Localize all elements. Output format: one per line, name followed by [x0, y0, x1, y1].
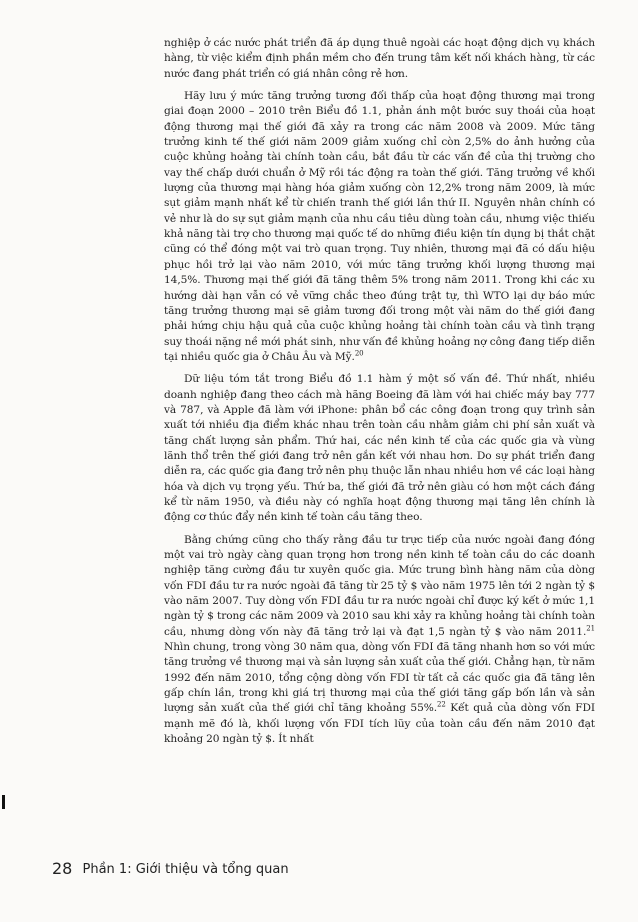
- footnote-ref-20[interactable]: 20: [354, 349, 364, 358]
- paragraph-3: [164, 372, 595, 525]
- paragraph-1: [164, 36, 595, 82]
- paragraph-text: Dữ liệu tóm tắt trong Biểu đồ 1.1 hàm ý một số vấn đề. Thứ nhất, nhiều doanh nghiệp đang theo cách mà hãng Boeing đã làm với hai chiếc máy bay 777 và 787, và Apple đã làm với iPhone: phân bổ các công đoạn trong quy trình sản xuất tới nhiều địa điểm khác nhau trên toàn cầu nhằm giảm chi phí sản xuất và tăng chất lượng sản phẩm. Thứ hai, các nền kinh tế của các quốc gia và vùng lãnh thổ trên thế giới đang trở nên gắn kết với nhau hơn. Do sự phát triển đang diễn ra, các quốc gia đang trở nên phụ thuộc lẫn nhau nhiều hơn về các loại hàng hóa và dịch vụ trọng yếu. Thứ ba, thế giới đã trở nên giàu có hơn một cách đáng kể từ năm 1950, và điều này có nghĩa hoạt động thương mại tăng lên chính là động cơ thúc đẩy nền kinh tế toàn cầu tăng theo.: [164, 373, 595, 524]
- paragraph-text: nghiệp ở các nước phát triển đã áp dụng thuê ngoài các hoạt động dịch vụ khách hàng, từ việc kiểm định phần mềm cho đến trung tâm kết nối khách hàng, từ các nước đang phát triển có giá nhân công rẻ hơn.: [164, 37, 595, 80]
- page-number: 28: [52, 859, 73, 878]
- paragraph-text-continued: Kết quả của dòng vốn FDI mạnh mẽ đó là, khối lượng vốn FDI tích lũy của toàn cầu đến năm 2010 đạt khoảng 20 ngàn tỷ $. Ít nhất: [164, 702, 595, 746]
- footnote-ref-22[interactable]: 22: [437, 700, 446, 709]
- paragraph-text-continued: Nhìn chung, trong vòng 30 năm qua, dòng vốn FDI đã tăng nhanh hơn so với mức tăng trưởng về thương mại và sản lượng sản xuất của thế giới. Chẳng hạn, từ năm 1992 đến năm 2010, tổng cộng dòng vốn FDI từ tất cả các quốc gia đã tăng lên gấp chín lần, trong khi giá trị thương mại của thế giới tăng gấp bốn lần và sản lượng sản xuất của thế giới chỉ tăng khoảng 55%.: [164, 641, 595, 715]
- paragraph-text: Hãy lưu ý mức tăng trưởng tương đối thấp của hoạt động thương mại trong giai đoạn 2000 – 2010 trên Biểu đồ 1.1, phản ánh một bước suy thoái của hoạt động thương mại thế giới đã xảy ra trong các năm 2008 và 2009. Mức tăng trưởng kinh tế thế giới năm 2009 giảm xuống chỉ còn 2,5% do ảnh hưởng của cuộc khủng hoảng tài chính toàn cầu, bắt đầu từ các vấn đề của thị trường cho vay thế chấp dưới chuẩn ở Mỹ rồi tác động ra toàn thế giới. Tăng trưởng về khối lượng của thương mại hàng hóa giảm xuống còn 12,2% trong năm 2009, là mức sụt giảm mạnh nhất kể từ chiến tranh thế giới lần thứ II. Nguyên nhân chính có vẻ như là do sự sụt giảm mạnh của nhu cầu tiêu dùng toàn cầu, nhưng việc thiếu khả năng tài trợ cho thương mại quốc tế do những điều kiện tín dụng bị thắt chặt cũng có thể đóng một vai trò quan trọng. Tuy nhiên, thương mại đã có dấu hiệu phục hồi trở lại vào năm 2010, với mức tăng trưởng khối lượng thương mại 14,5%. Thương mại thế giới đã tăng thêm 5% trong năm 2011. Trong khi các xu hướng dài hạn vẫn có vẻ vững chắc theo đúng trật tự, thì WTO lại dự báo mức tăng trưởng thương mại sẽ giảm tương đối trong một vài năm do thế giới đang phải hứng chịu hậu quả của cuộc khủng hoảng tài chính toàn cầu và tình trạng suy thoái nặng nề mới phát sinh, như vấn đề khủng hoảng nợ công đang tiếp diễn tại nhiều quốc gia ở Châu Âu và Mỹ.: [164, 90, 595, 363]
- body-text: [164, 36, 595, 754]
- margin-mark: [2, 795, 5, 809]
- paragraph-2: [164, 89, 595, 365]
- section-label: Phần 1: Giới thiệu và tổng quan: [82, 862, 289, 877]
- page-footer: [52, 859, 289, 878]
- footnote-ref-21[interactable]: 21: [586, 624, 595, 633]
- paragraph-text: Bằng chứng cũng cho thấy rằng đầu tư trực tiếp của nước ngoài đang đóng một vai trò ngày càng quan trọng hơn trong nền kinh tế toàn cầu do các doanh nghiệp tăng cường đầu tư xuyên quốc gia. Mức trung bình hàng năm của dòng vốn FDI đầu tư ra nước ngoài đã tăng từ 25 tỷ $ vào năm 1975 lên tới 2 ngàn tỷ $ vào năm 2007. Tuy dòng vốn FDI đầu tư ra nước ngoài chỉ được ký kết ở mức 1,1 ngàn tỷ $ trong các năm 2009 và 2010 sau khi xảy ra khủng hoảng tài chính toàn cầu, nhưng dòng vốn này đã tăng trở lại và đạt 1,5 ngàn tỷ $ vào năm 2011.: [164, 533, 595, 638]
- paragraph-4: [164, 533, 595, 748]
